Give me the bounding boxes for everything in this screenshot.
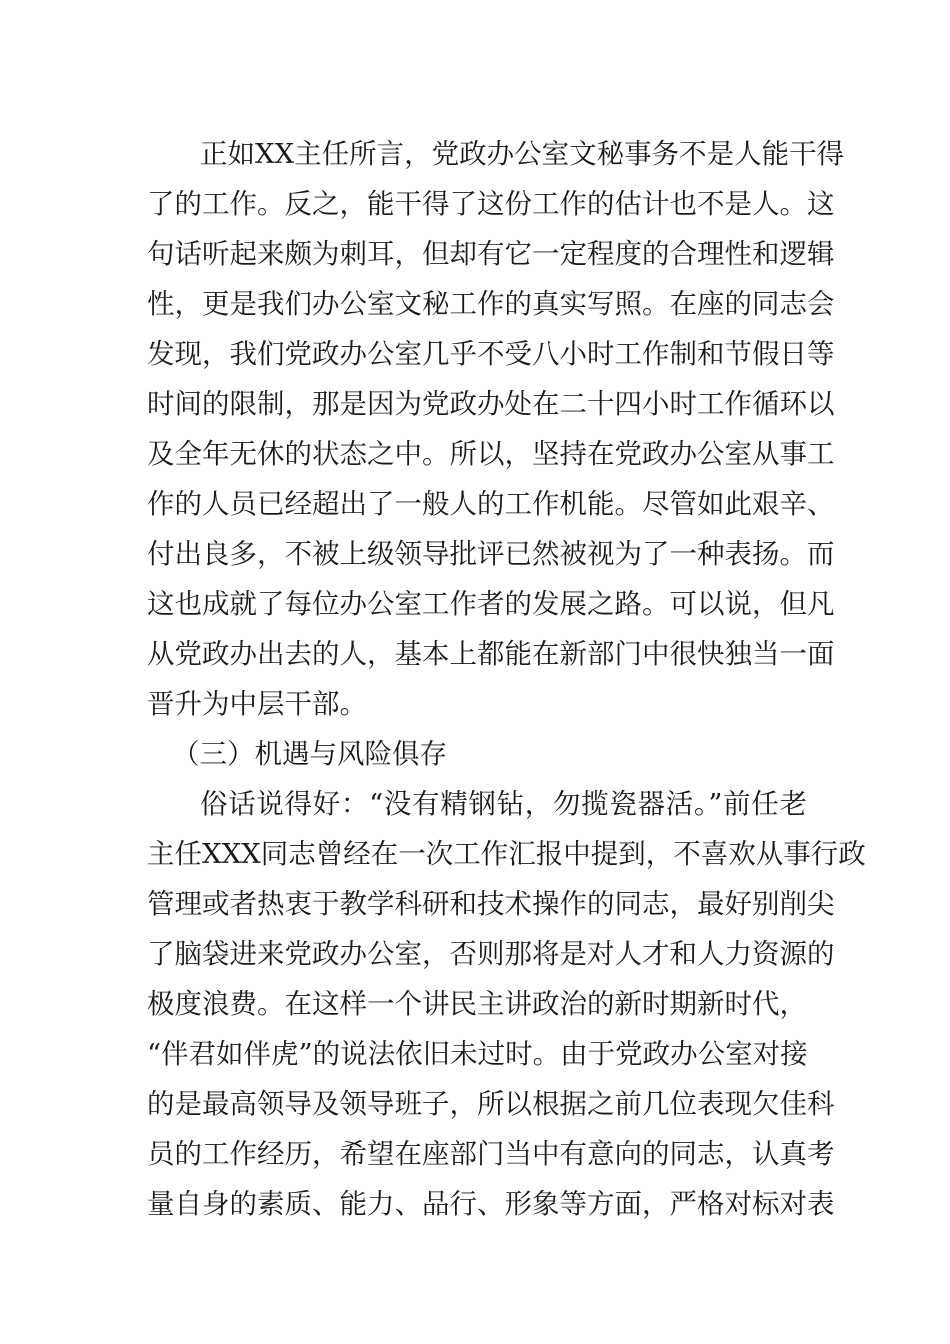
paragraph-line: 这也成就了每位办公室工作者的发展之路。可以说，但凡 [147,588,835,620]
paragraph-line: 发现，我们党政办公室几乎不受八小时工作制和节假日等 [147,338,835,370]
paragraph-line: 作的人员已经超出了一般人的工作机能。尽管如此艰辛、 [147,488,835,520]
section-heading: （三）机遇与风险俱存 [172,738,447,770]
paragraph-line: 及全年无休的状态之中。所以，坚持在党政办公室从事工 [147,438,835,470]
paragraph-line: 句话听起来颇为刺耳，但却有它一定程度的合理性和逻辑 [147,238,835,270]
paragraph-line: “伴君如伴虎”的说法依旧未过时。由于党政办公室对接 [147,1038,808,1070]
paragraph-line: 员的工作经历，希望在座部门当中有意向的同志，认真考 [147,1138,835,1170]
paragraph-line: 晋升为中层干部。 [147,688,367,720]
paragraph-line: 付出良多，不被上级领导批评已然被视为了一种表扬。而 [147,538,835,570]
paragraph-line: 从党政办出去的人，基本上都能在新部门中很快独当一面 [147,638,835,670]
paragraph-line: 了的工作。反之，能干得了这份工作的估计也不是人。这 [147,188,835,220]
paragraph-line: 管理或者热衷于教学科研和技术操作的同志，最好别削尖 [147,888,835,920]
paragraph-line: 正如XX主任所言，党政办公室文秘事务不是人能干得 [200,138,845,170]
paragraph-line: 的是最高领导及领导班子，所以根据之前几位表现欠佳科 [147,1088,835,1120]
paragraph-line: 极度浪费。在这样一个讲民主讲政治的新时期新时代， [147,988,807,1020]
paragraph-line: 了脑袋进来党政办公室，否则那将是对人才和人力资源的 [147,938,835,970]
paragraph-line: 量自身的素质、能力、品行、形象等方面，严格对标对表 [147,1188,835,1220]
paragraph-line: 性，更是我们办公室文秘工作的真实写照。在座的同志会 [147,288,835,320]
paragraph-line: 俗话说得好：“没有精钢钻，勿揽瓷器活。”前任老 [200,788,807,820]
paragraph-line: 时间的限制，那是因为党政办处在二十四小时工作循环以 [147,388,835,420]
paragraph-line: 主任XXX同志曾经在一次工作汇报中提到，不喜欢从事行政 [147,838,866,870]
